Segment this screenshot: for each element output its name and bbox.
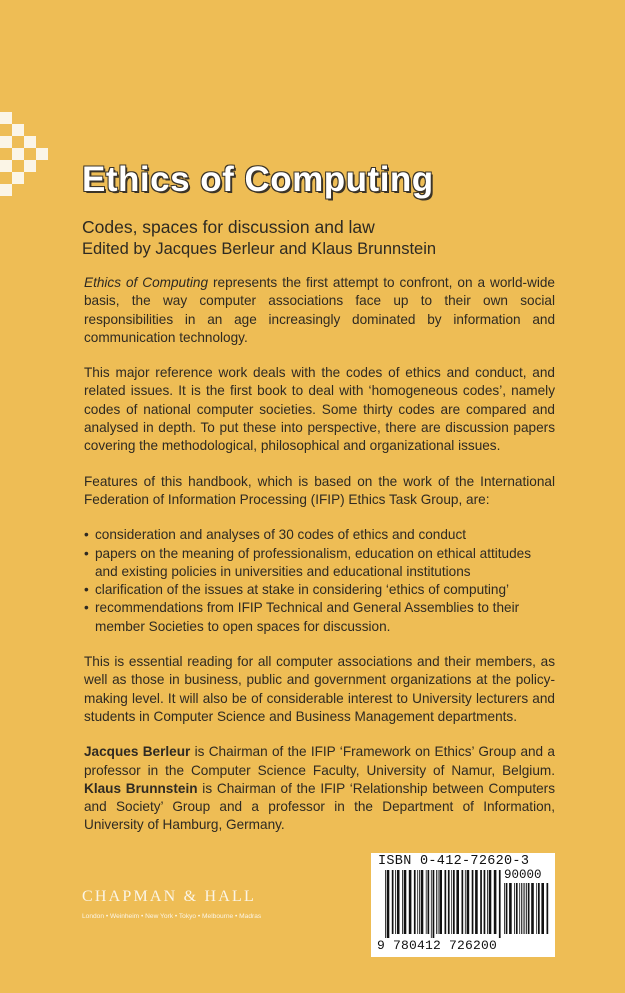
barcode-panel [371, 853, 555, 957]
book-title: Ethics of Computing [82, 160, 434, 199]
author-name-2: Klaus Brunnstein [84, 780, 198, 796]
barcode-bar [536, 883, 537, 934]
barcode-bar [402, 870, 403, 934]
blurb-paragraph-3: Features of this handbook, which is based on the work of the International Federation of Information Processing (IFIP) Ethics Task Group, are: [84, 473, 555, 507]
barcode-bar [451, 870, 452, 934]
list-item: • recommendations from IFIP Technical and General Assemblies to their member Societies to open spaces for discussion. [84, 600, 520, 634]
book-editors: Edited by Jacques Berleur and Klaus Brunnstein [82, 240, 437, 258]
author-bios: Jacques Berleur is Chairman of the IFIP ‘Framework on Ethics’ Group and a professor in the Computer Science Faculty, University of Namur, Belgium. Klaus Brunnstein is Chairman of the IFIP ‘Relationship between Computers and Society’ Group and a professor in the Department of Information, University of Hamburg, Germany. [84, 744, 555, 833]
barcode-bar [392, 870, 394, 934]
bullet-icon: • [84, 600, 89, 616]
blurb-paragraph-4: This is essential reading for all computer associations and their members, as well as those in business, public and government organizations at the policy-making level. It will also be of considerable interest to University lecturers and students in Computer Science and Business Management departments. [84, 654, 555, 724]
bullet-icon: • [84, 545, 89, 561]
barcode-bar [538, 883, 540, 934]
barcode-bar [431, 870, 432, 938]
barcode-bar [519, 883, 520, 934]
barcode-bar [531, 883, 534, 934]
barcode-bar [467, 870, 470, 934]
barcode-bar [509, 883, 512, 934]
barcode-bar [547, 883, 549, 934]
price-code: 90000 [504, 868, 542, 882]
barcode-bar [489, 870, 492, 934]
barcode-bar [436, 870, 437, 934]
bullet-icon: • [84, 582, 89, 598]
barcode-bar [541, 883, 544, 934]
blurb-paragraph-1: Ethics of Computing represents the first attempt to confront, on a world-wide basis, the way computer associations face up to their own social responsibilities in an age increasingly dominated by information and communication technology. [84, 275, 555, 345]
barcode-bar [419, 870, 420, 934]
list-item: • papers on the meaning of professionalism, education on ethical attitudes and existing policies in universities and educational institutions [84, 545, 532, 579]
barcode-bar [516, 883, 518, 934]
publisher-logo: CHAPMAN & HALL [82, 888, 256, 905]
barcode-bar [453, 870, 455, 934]
barcode-bar [456, 870, 459, 934]
barcode-bar [438, 870, 439, 934]
barcode-bar [409, 870, 412, 934]
barcode-bar [506, 883, 508, 934]
barcode-bar [475, 870, 478, 934]
barcode-bar [395, 870, 396, 934]
barcode-bar [462, 870, 464, 934]
barcode-bar [514, 883, 515, 934]
list-item: • clarification of the issues at stake in considering ‘ethics of computing’ [84, 581, 555, 599]
blurb-body [84, 274, 555, 852]
barcode-bar [494, 870, 497, 934]
bullet-icon: • [84, 527, 89, 543]
barcode-bar [445, 870, 447, 934]
barcode-bar [404, 870, 407, 934]
barcode-bar [484, 870, 486, 934]
book-subtitle: Codes, spaces for discussion and law [82, 217, 375, 237]
decorative-checker-squares [0, 112, 48, 202]
barcode-bar [426, 870, 427, 934]
title-reference: Ethics of Computing [84, 275, 209, 290]
barcode-bar [521, 883, 522, 934]
barcode-bar [472, 870, 474, 934]
barcode-bar [397, 870, 400, 934]
barcode-bar [487, 870, 488, 934]
barcode-bar [448, 870, 450, 934]
barcode-bar [385, 870, 386, 938]
price-barcode [504, 883, 550, 938]
barcode-bar [504, 883, 505, 934]
barcode-bar [523, 883, 524, 934]
barcode-bar [528, 883, 530, 934]
barcode-bar [526, 883, 527, 934]
barcode-bar [499, 870, 501, 938]
barcode-bar [480, 870, 482, 934]
features-list [84, 526, 555, 636]
list-item: • consideration and analyses of 30 codes of ethics and conduct [84, 526, 555, 544]
barcode-bar [417, 870, 418, 934]
publisher-cities: London • Weinheim • New York • Tokyo • Melbourne • Madras [82, 913, 262, 920]
barcode-bar [414, 870, 416, 934]
barcode-bar [421, 870, 424, 934]
barcode-bar [524, 883, 525, 934]
ean-digits: 9 780412 726200 [377, 938, 498, 953]
barcode-bar [428, 870, 430, 934]
barcode-bar [465, 870, 466, 934]
barcode-bar [387, 870, 390, 938]
ean-barcode [385, 870, 501, 938]
barcode-bar [433, 870, 435, 938]
author-name-1: Jacques Berleur [84, 744, 191, 760]
isbn-label: ISBN 0-412-72620-3 [378, 854, 530, 869]
blurb-paragraph-2: This major reference work deals with the codes of ethics and conduct, and related issues. It is the first book to deal with ‘homogeneous codes’, namely codes of national computer societies. Some thirty codes are compared and analysed in depth. To put these into perspective, there are discussion papers covering the methodological, philosophical and organizational issues. [84, 365, 555, 454]
barcode-bar [439, 870, 442, 934]
